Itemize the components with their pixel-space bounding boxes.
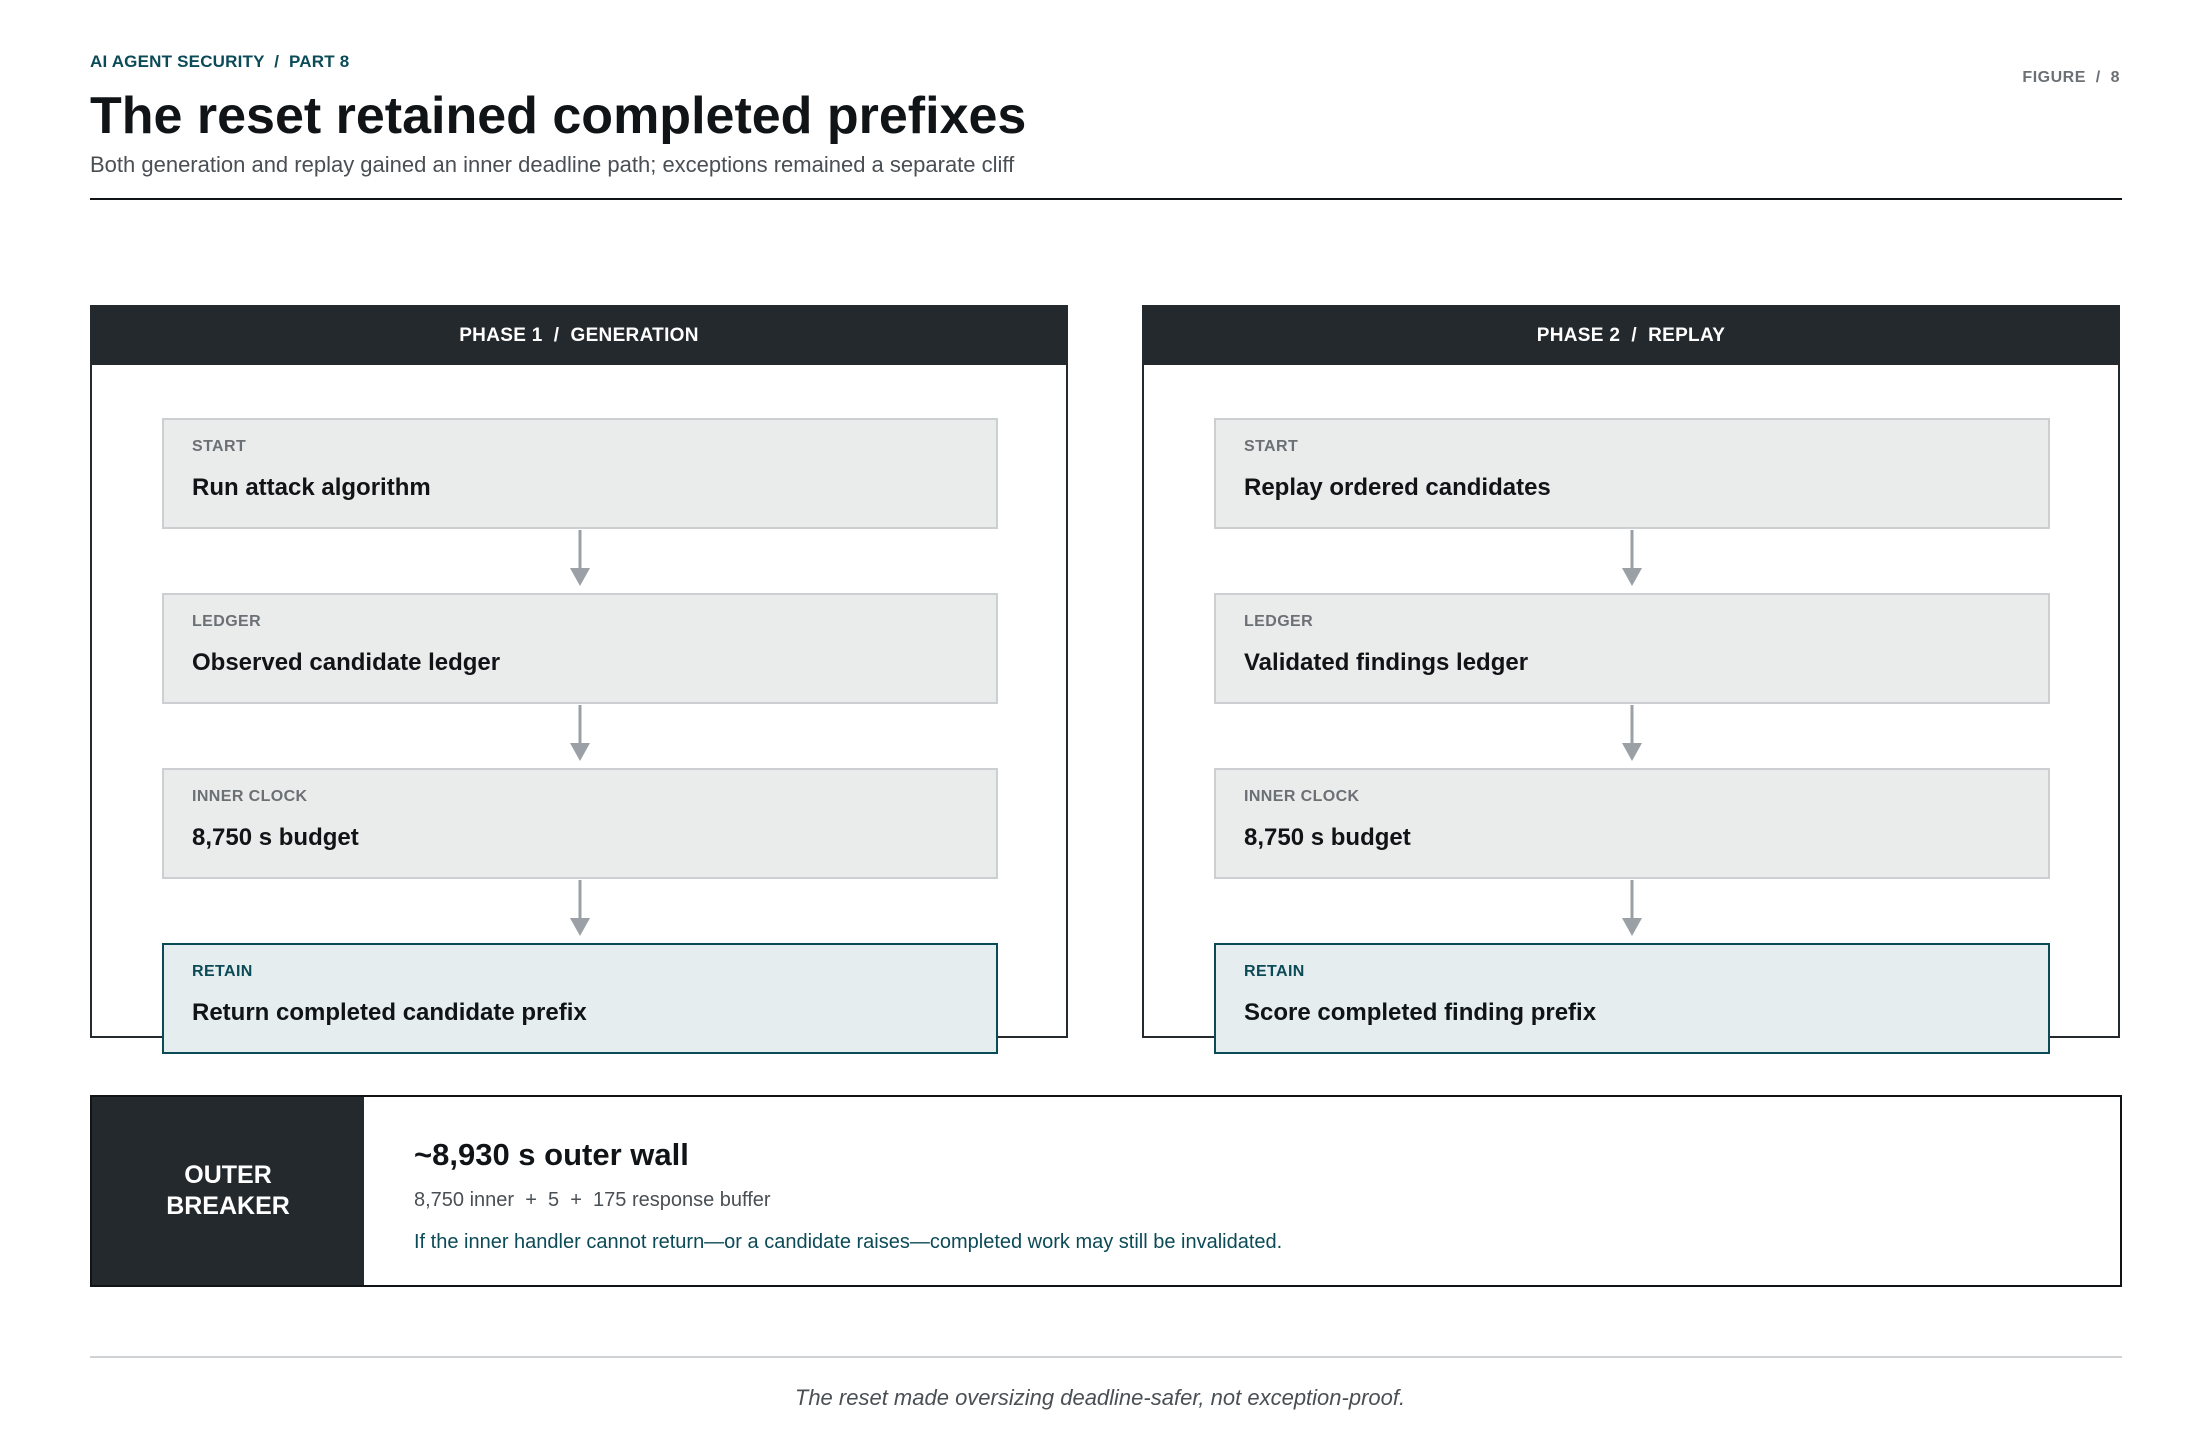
step-label: INNER CLOCK xyxy=(1244,788,1360,805)
outer-breaker-tag xyxy=(92,1097,364,1285)
flow-arrow-down-icon xyxy=(1620,705,1644,761)
phase-2-step-inner-clock xyxy=(1214,768,2050,879)
phase-2-header-label: PHASE 2 / REPLAY xyxy=(1536,325,1726,346)
step-value: Observed candidate ledger xyxy=(192,649,501,676)
step-label: LEDGER xyxy=(192,613,262,630)
step-value: Replay ordered candidates xyxy=(1244,474,1551,501)
step-value: 8,750 s budget xyxy=(1244,824,1411,851)
step-label: RETAIN xyxy=(1244,963,1305,980)
outer-wall-breakdown: 8,750 inner + 5 + 175 response buffer xyxy=(414,1189,771,1211)
kicker: AI AGENT SECURITY / PART 8 xyxy=(90,52,350,71)
outer-breaker-tag-line-1: OUTER xyxy=(184,1161,272,1189)
phase-2-step-ledger xyxy=(1214,593,2050,704)
phase-1-header xyxy=(92,307,1066,365)
outer-breaker-tag-line-2: BREAKER xyxy=(166,1192,290,1220)
footer-rule xyxy=(90,1356,2122,1358)
phase-1-step-retain xyxy=(162,943,998,1054)
outer-breaker-note: If the inner handler cannot return—or a candidate raises—completed work may still be invalidated. xyxy=(414,1231,1283,1253)
flow-arrow-down-icon xyxy=(568,705,592,761)
flow-arrow-down-icon xyxy=(1620,530,1644,586)
step-label: START xyxy=(192,438,247,455)
phase-1-step-start xyxy=(162,418,998,529)
page-title: The reset retained completed prefixes xyxy=(90,87,1027,145)
phase-2-header xyxy=(1144,307,2118,365)
step-value: 8,750 s budget xyxy=(192,824,359,851)
phase-1-header-label: PHASE 1 / GENERATION xyxy=(459,325,699,346)
step-label: RETAIN xyxy=(192,963,253,980)
step-value: Validated findings ledger xyxy=(1244,649,1529,676)
figure-number: FIGURE / 8 xyxy=(2022,69,2120,86)
outer-wall-value: ~8,930 s outer wall xyxy=(414,1137,689,1172)
phase-1-step-ledger xyxy=(162,593,998,704)
footer-caption: The reset made oversizing deadline-safer, not exception-proof. xyxy=(794,1385,1406,1410)
step-value: Return completed candidate prefix xyxy=(192,999,587,1026)
step-label: INNER CLOCK xyxy=(192,788,308,805)
flow-arrow-down-icon xyxy=(568,530,592,586)
step-label: LEDGER xyxy=(1244,613,1314,630)
phase-1-step-inner-clock xyxy=(162,768,998,879)
phase-2-step-start xyxy=(1214,418,2050,529)
step-value: Run attack algorithm xyxy=(192,474,431,501)
step-label: START xyxy=(1244,438,1299,455)
phase-2-step-retain xyxy=(1214,943,2050,1054)
header-rule xyxy=(90,198,2122,200)
step-value: Score completed finding prefix xyxy=(1244,999,1597,1026)
page-subtitle: Both generation and replay gained an inner deadline path; exceptions remained a separate cliff xyxy=(90,152,1015,177)
outer-breaker-panel xyxy=(90,1095,2122,1287)
flow-arrow-down-icon xyxy=(568,880,592,936)
flow-arrow-down-icon xyxy=(1620,880,1644,936)
